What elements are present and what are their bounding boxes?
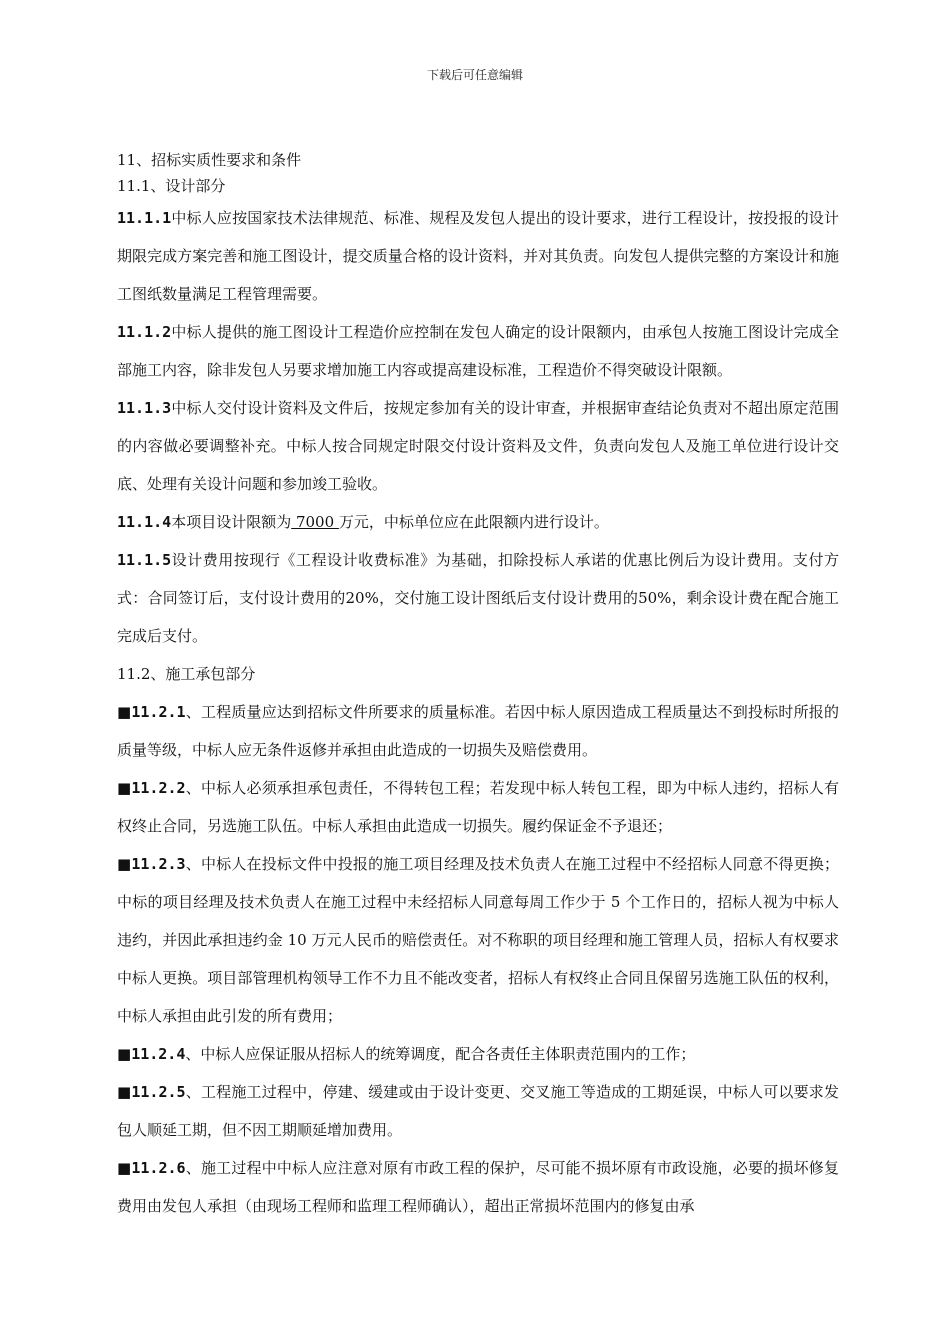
clause-text: 、中标人必须承担承包责任，不得转包工程；若发现中标人转包工程，即为中标人违约，招标人有权终止合同，另选施工队伍。中标人承担由此造成一切损失。履约保证金不予退还；: [117, 779, 839, 835]
clause-number: 11.2.6: [131, 1159, 186, 1177]
page-header-note: 下载后可任意编辑: [426, 68, 523, 82]
clause-11-2-6: [117, 1149, 839, 1225]
clause-text: 中标人应按国家技术法律规范、标准、规程及发包人提出的设计要求，进行工程设计，按投报的设计期限完成方案完善和施工图设计，提交质量合格的设计资料，并对其负责。向发包人提供完整的方案设计和施工图纸数量满足工程管理需要。: [117, 209, 839, 303]
construction-heading: 11.2、施工承包部分: [117, 665, 256, 683]
section-title: 11、招标实质性要求和条件: [117, 151, 302, 169]
clause-11-2-3: [117, 845, 839, 1035]
square-bullet-icon: ■: [117, 779, 132, 797]
clause-text: 、中标人在投标文件中投报的施工项目经理及技术负责人在施工过程中不经招标人同意不得更换；中标的项目经理及技术负责人在施工过程中未经招标人同意每周工作少于 5 个工作日的，招标人视为中标人违约，并因此承担违约金 10 万元人民币的赔偿责任。对不称职的项目经理和施工管理人员，招标人有权要求中标人更换。项目部管理机构领导工作不力且不能改变者，招标人有权终止合同且保留另选施工队伍的权利，中标人承担由此引发的所有费用；: [117, 855, 839, 1025]
clause-text: 设计费用按现行《工程设计收费标准》为基础，扣除投标人承诺的优惠比例后为设计费用。支付方式：合同签订后，支付设计费用的20%，交付施工设计图纸后支付设计费用的50%，剩余设计费在配合施工完成后支付。: [117, 551, 839, 645]
clause-number: 11.2.4: [131, 1045, 186, 1063]
clause-11-2-1: [117, 693, 839, 769]
clause-number: 11.1.3: [117, 399, 172, 417]
clause-number: 11.2.2: [131, 779, 186, 797]
square-bullet-icon: ■: [117, 855, 132, 873]
square-bullet-icon: ■: [117, 1083, 132, 1101]
clause-text: 、工程施工过程中，停建、缓建或由于设计变更、交叉施工等造成的工期延误，中标人可以要求发包人顺延工期，但不因工期顺延增加费用。: [117, 1083, 839, 1139]
clause-text: 中标人提供的施工图设计工程造价应控制在发包人确定的设计限额内，由承包人按施工图设计完成全部施工内容，除非发包人另要求增加施工内容或提高建设标准，工程造价不得突破设计限额。: [117, 323, 839, 379]
clause-11-1-5: [117, 541, 839, 655]
design-limit-amount: 7000: [291, 513, 339, 531]
clause-text: 中标人交付设计资料及文件后，按规定参加有关的设计审查，并根据审查结论负责对不超出原定范围的内容做必要调整补充。中标人按合同规定时限交付设计资料及文件，负责向发包人及施工单位进行设计交底、处理有关设计问题和参加竣工验收。: [117, 399, 839, 493]
clause-11-1-3: [117, 389, 839, 503]
document-body: [117, 147, 839, 1225]
square-bullet-icon: ■: [117, 703, 132, 721]
square-bullet-icon: ■: [117, 1159, 132, 1177]
clause-number: 11.1.1: [117, 209, 172, 227]
clause-number: 11.1.4: [117, 513, 172, 531]
clause-number: 11.2.5: [131, 1083, 186, 1101]
clause-11-2-4: [117, 1035, 839, 1073]
clause-11-2-5: [117, 1073, 839, 1149]
design-heading: 11.1、设计部分: [117, 177, 226, 195]
clause-11-1-1: [117, 199, 839, 313]
clause-number: 11.2.3: [131, 855, 186, 873]
square-bullet-icon: ■: [117, 1045, 132, 1063]
clause-11-2-2: [117, 769, 839, 845]
clause-11-1-4: [117, 503, 839, 541]
clause-text-post: 万元，中标单位应在此限额内进行设计。: [338, 513, 609, 531]
clause-text: 、施工过程中中标人应注意对原有市政工程的保护，尽可能不损坏原有市政设施，必要的损坏修复费用由发包人承担（由现场工程师和监理工程师确认），超出正常损坏范围内的修复由承: [117, 1159, 839, 1215]
clause-text-pre: 本项目设计限额为: [171, 513, 292, 531]
clause-number: 11.1.5: [117, 551, 172, 569]
clause-text: 、工程质量应达到招标文件所要求的质量标准。若因中标人原因造成工程质量达不到投标时所报的质量等级，中标人应无条件返修并承担由此造成的一切损失及赔偿费用。: [117, 703, 839, 759]
clause-number: 11.2.1: [131, 703, 186, 721]
clause-number: 11.1.2: [117, 323, 172, 341]
clause-11-1-2: [117, 313, 839, 389]
clause-text: 、中标人应保证服从招标人的统筹调度，配合各责任主体职责范围内的工作；: [185, 1045, 696, 1063]
